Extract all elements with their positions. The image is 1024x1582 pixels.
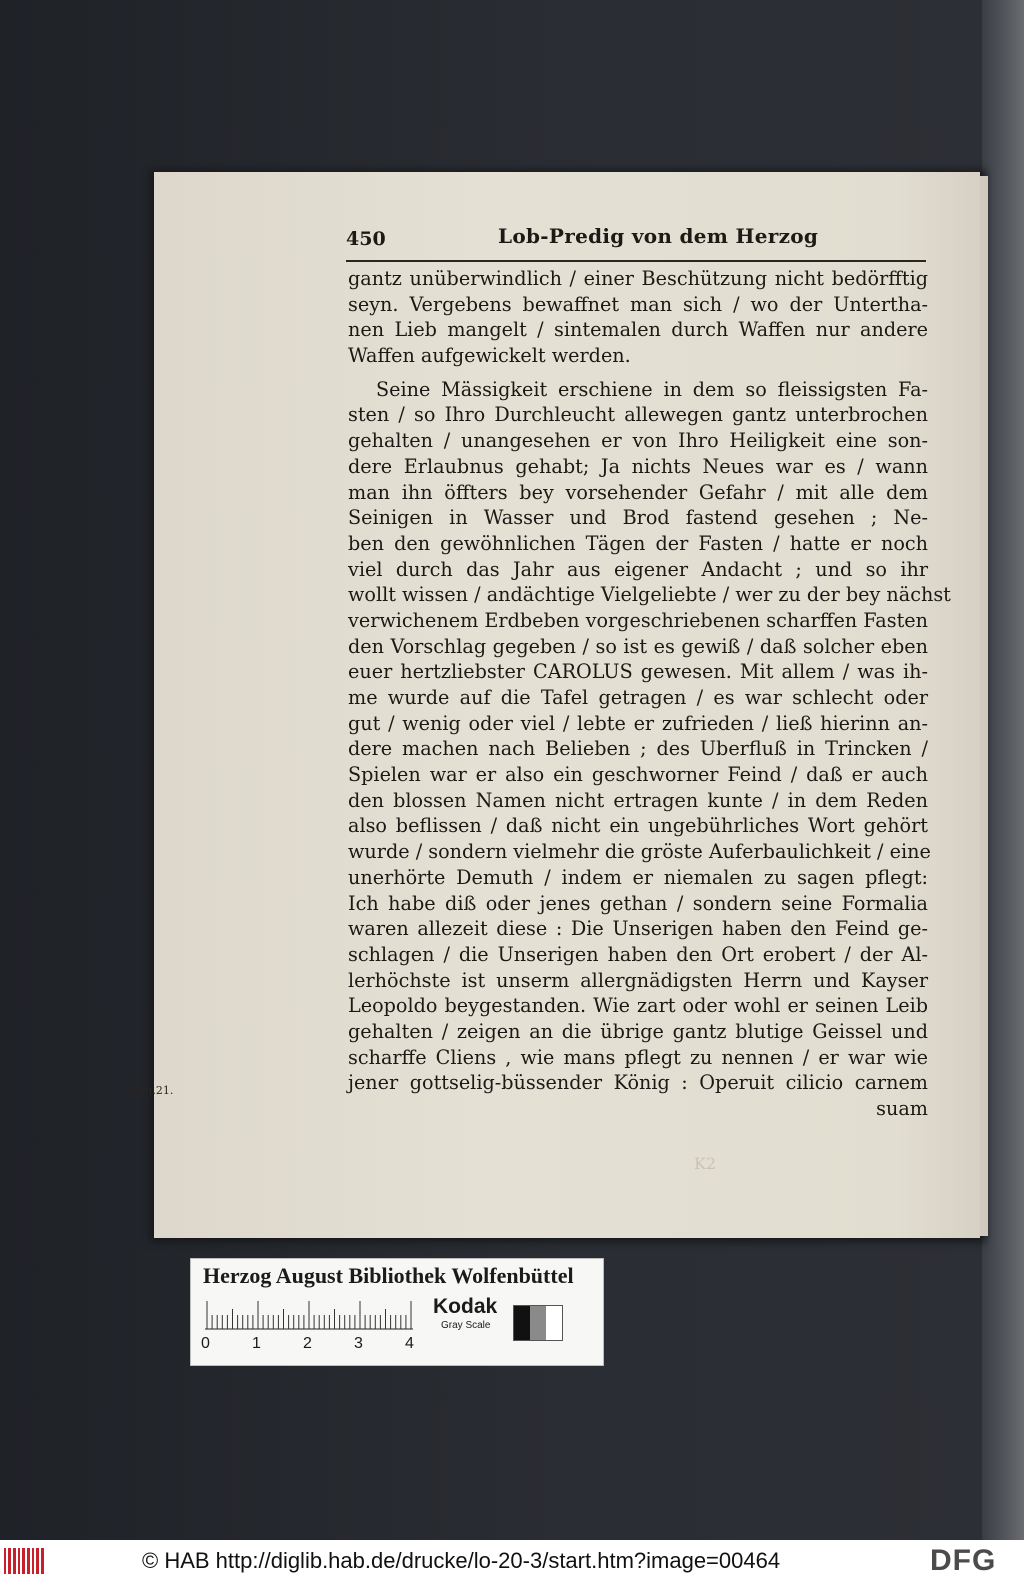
ruler-number: 4	[405, 1335, 414, 1352]
barcode-bar	[32, 1548, 34, 1574]
page-header	[346, 224, 926, 258]
text-line: gehalten / unangesehen er von Ihro Heiligkeit eine son-	[348, 429, 928, 453]
barcode-bar	[36, 1548, 39, 1574]
gray-scale-patches	[513, 1305, 563, 1341]
text-line: gehalten / zeigen an die übrige gantz blutige Geissel und	[348, 1019, 928, 1043]
text-line: wurde / sondern vielmehr die gröste Auferbaulichkeit / eine	[348, 840, 931, 864]
text-line: viel durch das Jahr aus eigener Andacht ; und so ihr	[348, 557, 928, 581]
ruler-number: 2	[303, 1335, 312, 1352]
barcode-bar	[41, 1548, 44, 1574]
text-line: Spielen war er also ein geschworner Feind / daß er auch	[348, 763, 928, 787]
gray-scale-text: Gray Scale	[441, 1320, 491, 1331]
gray-patch	[530, 1306, 546, 1340]
copyright-link[interactable]: © HAB http://diglib.hab.de/drucke/lo-20-3/start.htm?image=00464	[142, 1548, 781, 1573]
text-line: seyn. Vergebens bewaffnet man sich / wo der Untertha-	[348, 292, 928, 316]
text-line: me wurde auf die Tafel getragen / es war schlecht oder	[348, 686, 928, 709]
text-line: ben den gewöhnlichen Tägen der Fasten / hatte er noch	[348, 531, 928, 555]
dfg-logo: DFG	[930, 1544, 997, 1577]
page-number: 450	[346, 228, 386, 250]
paragraph-gap	[348, 369, 928, 377]
bleed-through-text: K2	[694, 1154, 717, 1173]
text-line: schlagen / die Unserigen haben den Ort erobert / der Al-	[348, 942, 928, 966]
text-line: dere Erlaubnus gehabt; Ja nichts Neues war es / wann	[348, 454, 928, 478]
text-line: Waffen aufgewickelt werden.	[348, 344, 631, 368]
ruler-number: 1	[252, 1335, 261, 1352]
footer-bar	[0, 1540, 1024, 1582]
book-page	[154, 172, 980, 1238]
text-line: unerhörte Demuth / indem er niemalen zu sagen pflegt:	[348, 865, 928, 889]
text-line: also beflissen / daß nicht ein ungebührliches Wort gehört	[348, 814, 928, 838]
ruler-numbers	[201, 1335, 431, 1355]
scanner-edge-strip	[982, 0, 1024, 1540]
text-line: scharffe Cliens , wie mans pflegt zu nennen / er war wie	[348, 1045, 928, 1069]
text-line: Leopoldo beygestanden. Wie zart oder wohl er seinen Leib	[348, 994, 928, 1018]
gray-patch	[514, 1306, 530, 1340]
text-line: verwichenem Erdbeben vorgeschriebenen scharffen Fasten	[348, 608, 928, 632]
gray-patch	[546, 1306, 562, 1340]
text-line: den blossen Namen nicht ertragen kunte / in dem Reden	[348, 788, 928, 812]
ruler-number: 3	[354, 1335, 363, 1352]
text-line: gut / wenig oder viel / lebte er zufrieden / ließ hierinn an-	[348, 711, 928, 735]
text-line: wollt wissen / andächtige Vielgeliebte / wer zu der bey nächst	[348, 583, 951, 607]
library-label	[190, 1258, 604, 1366]
running-title: Lob-Predig von dem Herzog	[498, 224, 819, 248]
text-line: Ich habe diß oder jenes gethan / sondern seine Formalia	[348, 891, 928, 915]
text-line: waren allezeit diese : Die Unserigen haben den Feind ge-	[348, 917, 928, 941]
kodak-logo: Kodak	[433, 1295, 498, 1318]
text-line: suam	[876, 1097, 928, 1120]
text-line: nen Lieb mangelt / sintemalen durch Waffen nur andere	[348, 318, 928, 342]
text-line: sten / so Ihro Durchleucht allewegen gantz unterbrochen	[348, 403, 928, 427]
text-line: euer hertzliebster CAROLUS gewesen. Mit allem / was ih-	[348, 660, 928, 684]
barcode-bar	[18, 1548, 20, 1574]
text-line: den Vorschlag gegeben / so ist es gewiß / daß solcher eben	[348, 634, 928, 658]
text-line: jener gottselig-büssender König : Operuit cilicio carnem	[348, 1071, 928, 1095]
barcode-bar	[4, 1548, 6, 1574]
text-line: Seinigen in Wasser und Brod fastend gesehen ; Ne-	[348, 506, 928, 530]
text-line: dere machen nach Belieben ; des Uberfluß in Trincken /	[348, 737, 928, 761]
barcode-bar	[8, 1548, 11, 1574]
text-line: gantz unüberwindlich / einer Beschützung nicht bedörfftig	[348, 267, 928, 290]
text-line: lerhöchste ist unserm allergnädigsten Herrn und Kayser	[348, 968, 928, 992]
barcode-bar	[27, 1548, 30, 1574]
header-rule	[346, 260, 926, 262]
ruler-scale	[203, 1299, 417, 1331]
library-name: Herzog August Bibliothek Wolfenbüttel	[203, 1263, 574, 1288]
body-text	[348, 266, 951, 1122]
text-line: Seine Mässigkeit erschiene in dem so fleissigsten Fa-	[376, 377, 928, 401]
barcode-bar	[13, 1548, 16, 1574]
barcode-bar	[22, 1548, 25, 1574]
margin-note: 3.Reg.21.	[120, 1084, 174, 1097]
ruler-number: 0	[201, 1335, 210, 1352]
text-line: man ihn öffters bey vorsehender Gefahr / mit alle dem	[348, 480, 928, 504]
barcode-icon	[4, 1548, 48, 1574]
